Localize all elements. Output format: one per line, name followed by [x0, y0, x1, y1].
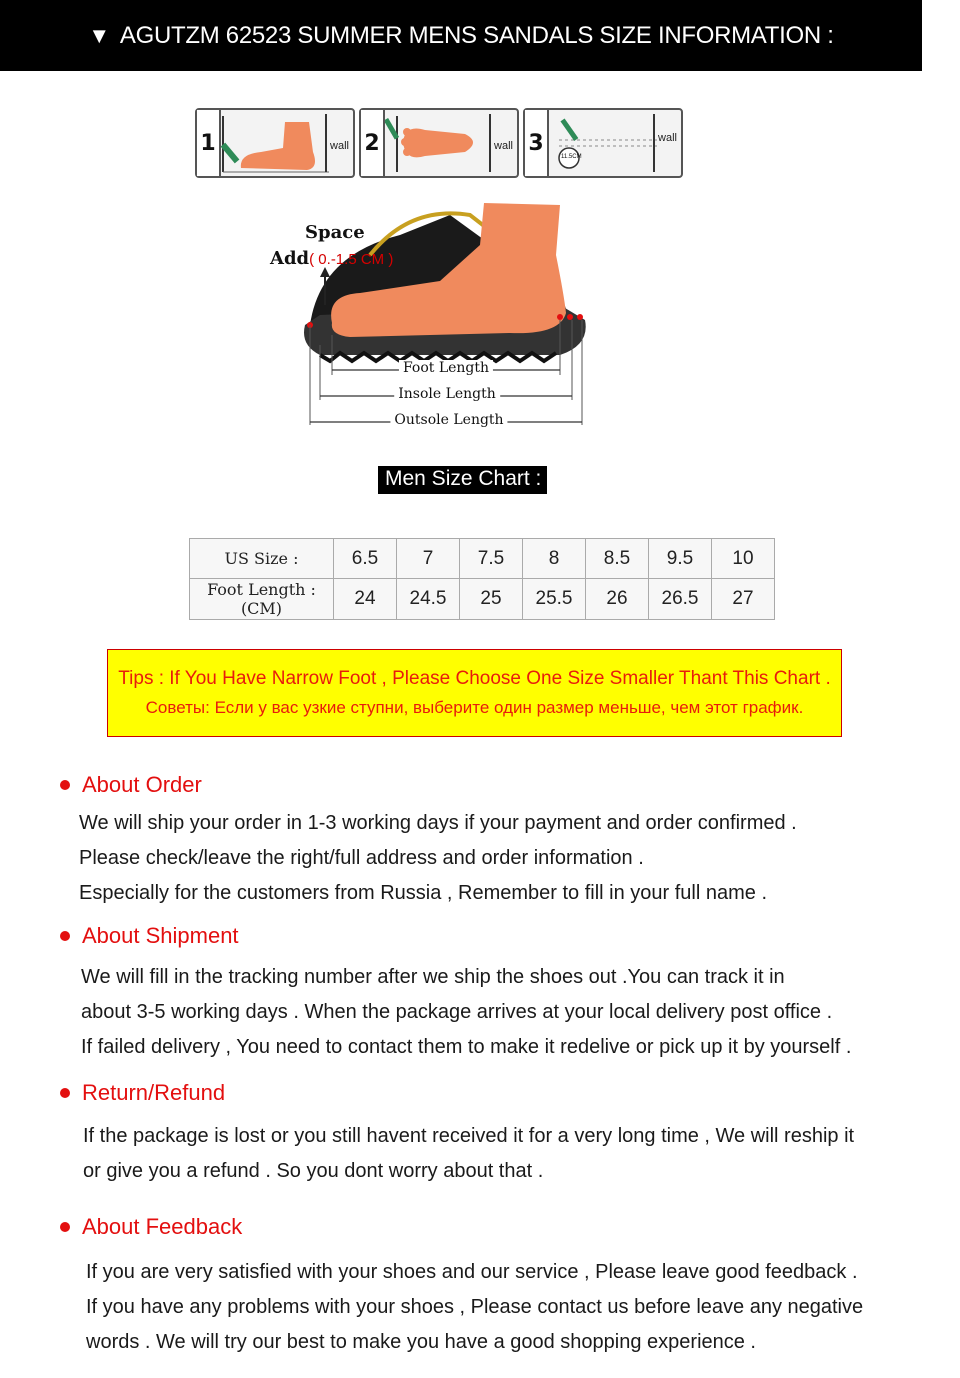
space-label: Space — [305, 222, 365, 243]
outsole-length-label: Outsole Length — [390, 412, 507, 428]
step-number: 2 — [361, 110, 385, 176]
section-title — [60, 772, 202, 798]
add-label — [270, 248, 393, 269]
section-title-text: About Order — [82, 772, 202, 797]
row-label-foot-length: Foot Length : (CM) — [190, 579, 334, 620]
table-cell: 25.5 — [523, 579, 586, 620]
wall-line — [653, 114, 655, 172]
section-title-text: About Shipment — [82, 923, 239, 948]
body-line: words . We will try our best to make you have a good shopping experience . — [86, 1331, 756, 1353]
table-cell: 9.5 — [649, 539, 712, 579]
ruler-icon — [549, 112, 659, 176]
bullet-dot-icon — [60, 1222, 70, 1232]
add-text: Add — [270, 248, 310, 269]
section-title — [60, 1214, 242, 1240]
body-line: If you have any problems with your shoes , Please contact us before leave any negative — [86, 1296, 864, 1318]
step-number: 3 — [525, 110, 549, 176]
section-return-refund — [60, 1080, 225, 1106]
section-about-order — [60, 772, 202, 798]
heel-point — [577, 314, 583, 320]
size-chart-title: Men Size Chart : — [378, 466, 547, 494]
body-line: Especially for the customers from Russia , Remember to fill in your full name . — [79, 882, 768, 904]
foot-side-icon — [221, 112, 331, 176]
bullet-dot-icon — [60, 1088, 70, 1098]
insole-length-label: Insole Length — [394, 386, 500, 402]
table-cell: 8 — [523, 539, 586, 579]
body-line: If failed delivery , You need to contact them to make it redelive or pick up it by yourself . — [81, 1036, 852, 1058]
body-line: We will fill in the tracking number after we ship the shoes out .You can track it in — [81, 966, 785, 988]
section-body-feedback — [86, 1255, 863, 1360]
wall-line — [489, 114, 491, 172]
step-1-panel — [195, 108, 355, 178]
page-title: AGUTZM 62523 SUMMER MENS SANDALS SIZE INFORMATION : — [119, 21, 834, 49]
tips-box — [107, 649, 842, 737]
step-number: 1 — [197, 110, 221, 176]
table-cell: 7 — [397, 539, 460, 579]
tips-english: Tips : If You Have Narrow Foot , Please Choose One Size Smaller Thant This Chart . — [118, 668, 831, 689]
step-2-panel — [359, 108, 519, 178]
add-range: ( 0.-1.5 CM ) — [309, 251, 394, 268]
tips-russian: Советы: Если у вас узкие ступни, выберите один размер меньше, чем этот график. — [145, 698, 804, 717]
section-about-shipment — [60, 923, 239, 949]
table-cell: 26.5 — [649, 579, 712, 620]
body-line: or give you a refund . So you dont worry about that . — [83, 1160, 544, 1182]
wall-label: wall — [494, 140, 513, 152]
wall-label: wall — [658, 132, 677, 144]
section-title-text: Return/Refund — [82, 1080, 226, 1105]
measure-tag: 11.5CM — [561, 154, 582, 160]
body-line: If you are very satisfied with your shoes and our service , Please leave good feedback . — [86, 1261, 858, 1283]
table-cell: 27 — [712, 579, 775, 620]
body-line: If the package is lost or you still havent received it for a very long time , We will reship it — [83, 1125, 855, 1147]
table-row — [190, 539, 775, 579]
table-cell: 10 — [712, 539, 775, 579]
bullet-dot-icon — [60, 780, 70, 790]
heel-point — [567, 314, 573, 320]
table-cell: 26 — [586, 579, 649, 620]
table-cell: 8.5 — [586, 539, 649, 579]
table-cell: 6.5 — [334, 539, 397, 579]
section-title-text: About Feedback — [82, 1214, 243, 1239]
wall-line — [325, 114, 327, 172]
table-row — [190, 579, 775, 620]
table-cell: 25 — [460, 579, 523, 620]
size-chart-table — [189, 538, 775, 620]
section-title — [60, 1080, 225, 1106]
row-label-us-size: US Size : — [190, 539, 334, 579]
section-body-refund — [83, 1119, 854, 1189]
foot-length-label: Foot Length — [399, 360, 493, 376]
foot-top-icon — [385, 112, 495, 176]
header-banner — [0, 0, 922, 71]
table-cell: 24.5 — [397, 579, 460, 620]
wall-label: wall — [330, 140, 349, 152]
body-line: about 3-5 working days . When the package arrives at your local delivery post office . — [81, 1001, 833, 1023]
body-line: Please check/leave the right/full address and order information . — [79, 847, 644, 869]
table-cell: 7.5 — [460, 539, 523, 579]
table-cell: 24 — [334, 579, 397, 620]
section-title — [60, 923, 239, 949]
bullet-dot-icon — [60, 931, 70, 941]
section-about-feedback — [60, 1214, 242, 1240]
heel-point — [557, 314, 563, 320]
section-body-order — [79, 806, 797, 911]
triangle-icon: ▼ — [88, 22, 110, 48]
body-line: We will ship your order in 1-3 working days if your payment and order confirmed . — [79, 812, 797, 834]
step-3-panel — [523, 108, 683, 178]
section-body-shipment — [81, 960, 851, 1065]
